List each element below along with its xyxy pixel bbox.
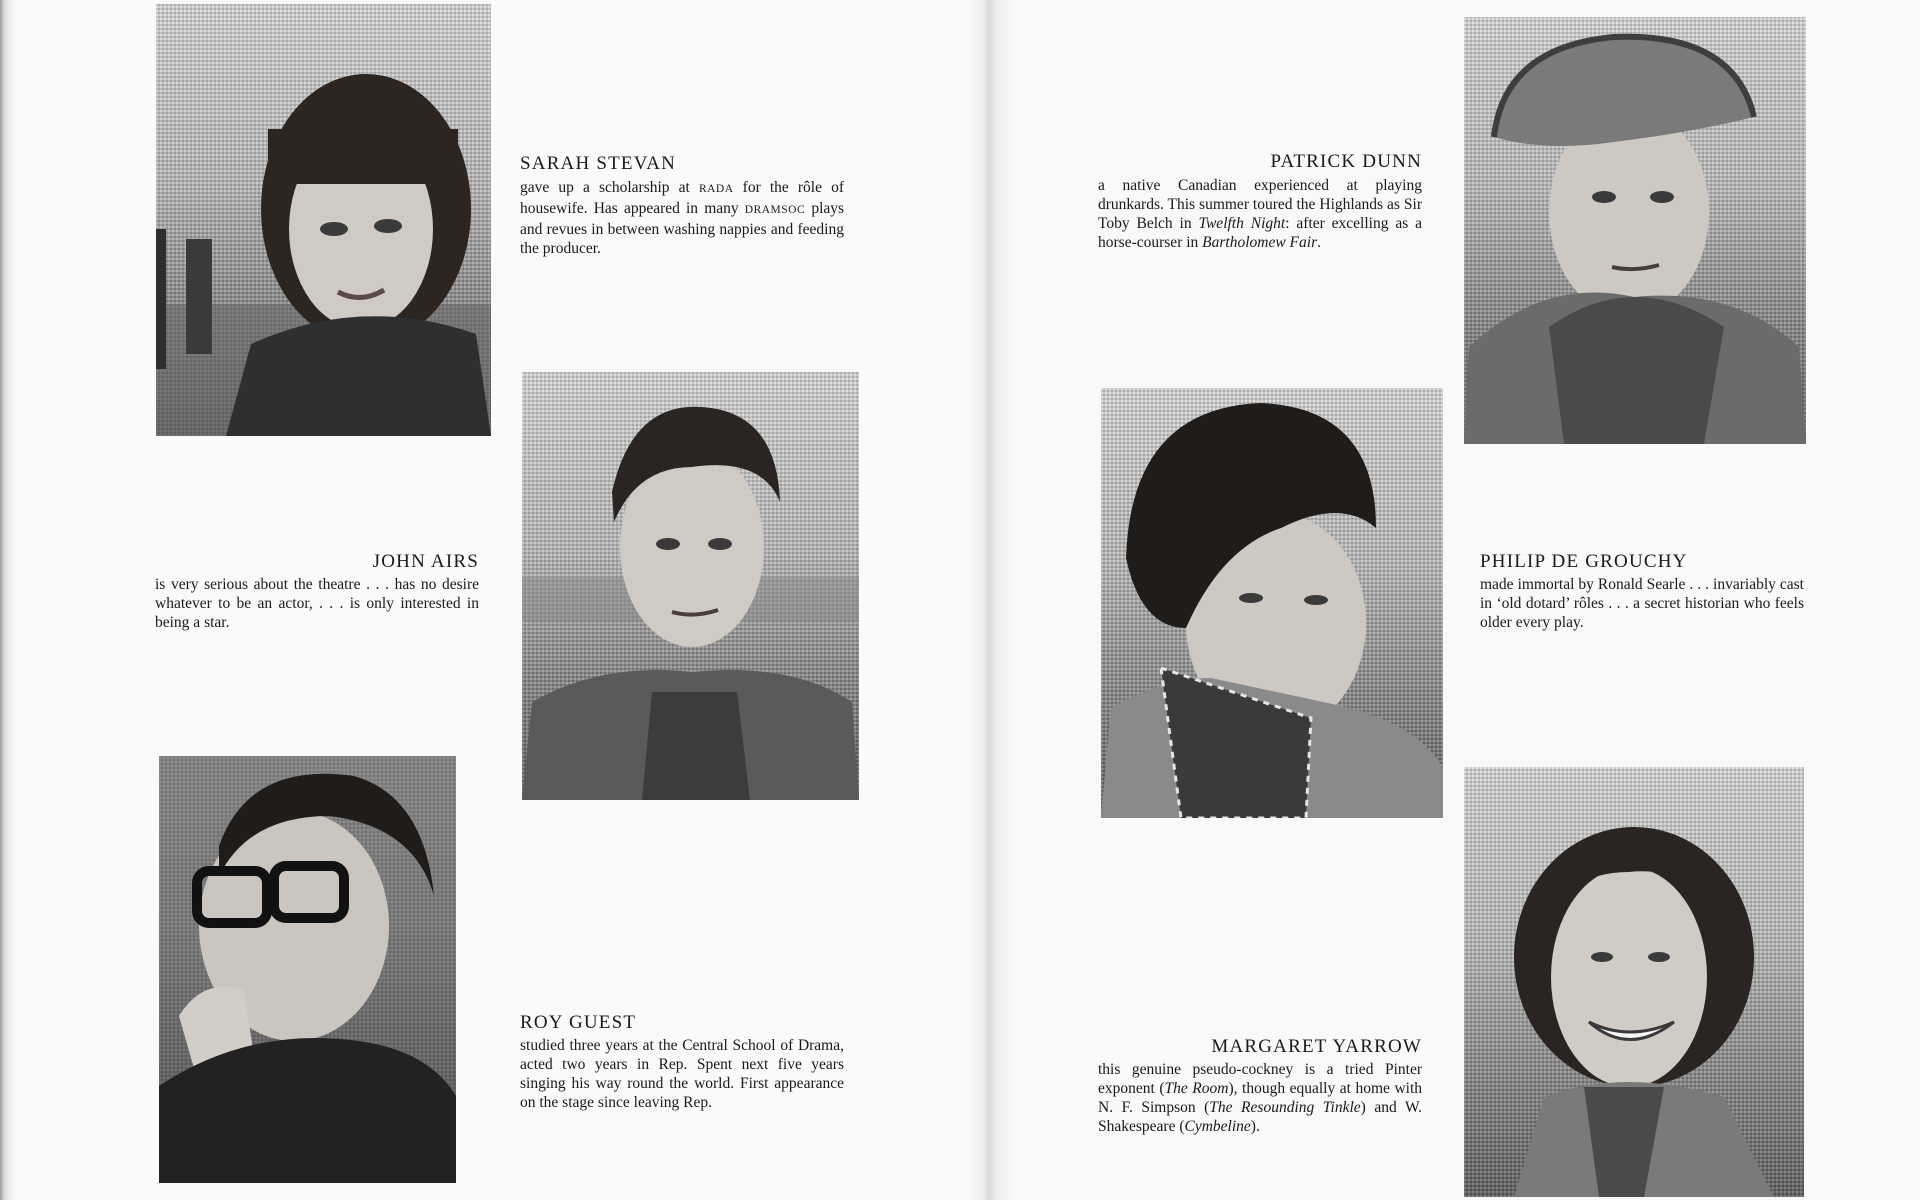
bio-text: for the rôle of housewife. Has appeared in many bbox=[520, 179, 844, 217]
portrait-woman-smiling bbox=[1464, 767, 1804, 1197]
bio-play-title: Cymbeline bbox=[1184, 1118, 1251, 1135]
photo-roy-guest bbox=[159, 756, 456, 1183]
bio-play-title: Bartholomew Fair bbox=[1202, 234, 1318, 251]
bio-text: : after excelling as a horse-courser in bbox=[1098, 215, 1422, 251]
page-edge-shadow bbox=[0, 0, 16, 1200]
cast-bio-patrick-dunn bbox=[1098, 176, 1422, 252]
cast-bio-roy-guest: studied three years at the Central School of Drama, acted two years in Rep. Spent next five years singing his way round the world. First appearance on the stage since leaving Rep. bbox=[520, 1037, 844, 1111]
bio-text: this genuine pseudo-cockney is a tried Pinter exponent ( bbox=[1098, 1061, 1422, 1097]
bio-text: ), though equally at home with N. F. Simpson ( bbox=[1098, 1080, 1422, 1116]
bio-text: plays and revues in between washing nappies and feeding the producer. bbox=[520, 200, 845, 257]
bio-acronym-rada: RADA bbox=[698, 183, 734, 195]
bio-text: a native Canadian experienced at playing drunkards. This summer toured the Highlands as Sir Toby Belch in bbox=[1098, 177, 1422, 232]
photo-john-airs bbox=[522, 372, 859, 800]
portrait-young-man bbox=[522, 372, 859, 800]
bio-play-title: The Resounding Tinkle bbox=[1209, 1099, 1361, 1116]
bio-play-title: Twelfth Night bbox=[1198, 215, 1286, 232]
cast-name-margaret-yarrow: MARGARET YARROW bbox=[1211, 1036, 1422, 1057]
cast-name-sarah-stevan: SARAH STEVAN bbox=[520, 153, 677, 174]
portrait-man-flat-cap bbox=[1464, 17, 1806, 444]
cast-bio-philip-de-grouchy: made immortal by Ronald Searle . . . invariably cast in ‘old dotard’ rôles . . . a secret historian who feels older every play. bbox=[1480, 576, 1804, 631]
cast-bio-john-airs: is very serious about the theatre . . . has no desire whatever to be an actor, . . . is only interested in being a star. bbox=[155, 576, 479, 631]
cast-name-john-airs: JOHN AIRS bbox=[372, 551, 479, 572]
bio-play-title: The Room bbox=[1164, 1080, 1229, 1097]
bio-text: ) and W. Shakespeare ( bbox=[1098, 1099, 1423, 1135]
portrait-woman-fringe bbox=[156, 4, 491, 436]
cast-bio-sarah-stevan bbox=[520, 178, 844, 258]
cast-name-philip-de-grouchy: PHILIP DE GROUCHY bbox=[1480, 551, 1688, 572]
cast-bio-margaret-yarrow bbox=[1098, 1060, 1422, 1136]
photo-margaret-yarrow bbox=[1464, 767, 1804, 1197]
portrait-man-glasses bbox=[159, 756, 456, 1183]
photo-philip-de-grouchy bbox=[1101, 388, 1443, 818]
bio-acronym-dramsoc: DRAMSOC bbox=[744, 204, 806, 216]
bio-text: gave up a scholarship at bbox=[520, 179, 690, 196]
cast-name-patrick-dunn: PATRICK DUNN bbox=[1270, 151, 1422, 172]
book-gutter bbox=[968, 0, 1012, 1200]
photo-patrick-dunn bbox=[1464, 17, 1806, 444]
bio-text: ). bbox=[1250, 1118, 1260, 1135]
photo-sarah-stevan bbox=[156, 4, 491, 436]
bio-text: . bbox=[1317, 234, 1321, 251]
cast-name-roy-guest: ROY GUEST bbox=[520, 1012, 637, 1033]
portrait-man-checked-scarf bbox=[1101, 388, 1443, 818]
